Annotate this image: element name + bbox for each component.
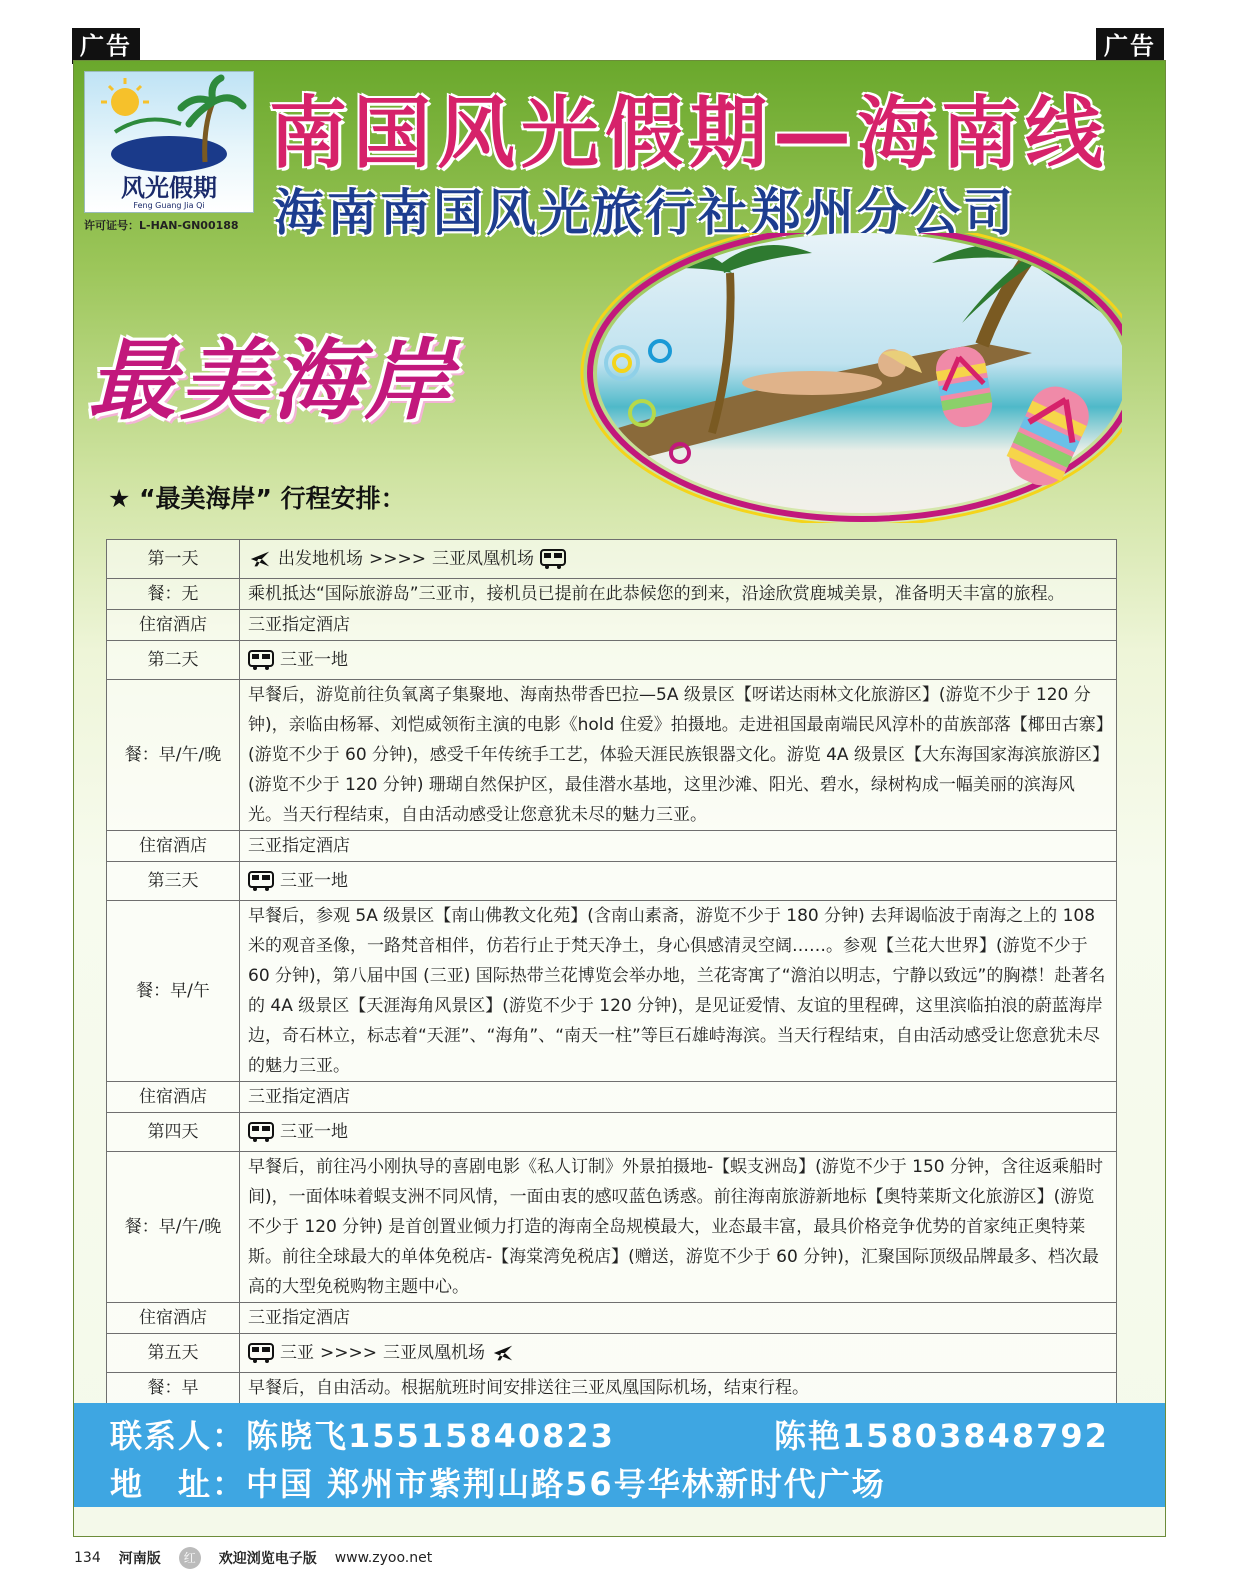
route-arrow: >>>> <box>369 549 426 569</box>
red-badge-icon: 红 <box>179 1547 201 1569</box>
address-line <box>110 1459 886 1505</box>
website-link[interactable]: www.zyoo.net <box>334 1550 433 1566</box>
advertisement-panel <box>73 60 1166 1537</box>
day-row <box>107 1334 1117 1373</box>
route-origin: 出发地机场 <box>278 549 363 569</box>
schedule-heading: ★ “最美海岸” 行程安排： <box>108 484 406 513</box>
contact-bar <box>74 1403 1165 1507</box>
edition-label: 河南版 <box>118 1551 161 1567</box>
bus-icon <box>248 649 274 671</box>
meal-row <box>107 901 1117 1082</box>
day-label: 第三天 <box>107 862 240 901</box>
hotel-row <box>107 831 1117 862</box>
contact-line <box>110 1411 615 1457</box>
route-origin: 三亚 <box>280 1343 314 1363</box>
bus-icon <box>248 1121 274 1143</box>
svg-text:风光假期: 风光假期 <box>121 173 217 202</box>
day-route <box>240 1113 1117 1152</box>
slogan: 最美海岸 <box>88 329 457 432</box>
day-label: 第四天 <box>107 1113 240 1152</box>
day-row <box>107 1113 1117 1152</box>
day-label: 第一天 <box>107 540 240 579</box>
page-number: 134 <box>74 1550 101 1566</box>
day-description: 乘机抵达“国际旅游岛”三亚市，接机员已提前在此恭候您的到来，沿途欣赏鹿城美景，准备明天丰富的旅程。 <box>240 579 1117 610</box>
day-label: 第五天 <box>107 1334 240 1373</box>
airplane-icon <box>491 1342 515 1364</box>
meal-label: 餐：早/午/晚 <box>107 1152 240 1303</box>
day-description: 早餐后，游览前往负氧离子集聚地、海南热带香巴拉—5A 级景区【呀诺达雨林文化旅游区】(游览不少于 120 分钟)，亲临由杨幂、刘恺威领衔主演的电影《hold 住爱》拍摄地。走进祖国最南端民风淳朴的苗族部落【椰田古寨】(游览不少于 60 分钟)，感受千年传统手工艺，体验天涯民族银器文化。游览 4A 级景区【大东海国家海滨旅游区】(游览不少于 120 分钟) 珊瑚自然保护区，最佳潜水基地，这里沙滩、阳光、碧水，绿树构成一幅美丽的滨海风光。当天行程结束，自由活动感受让您意犹未尽的魅力三亚。 <box>240 680 1117 831</box>
hotel-row <box>107 1082 1117 1113</box>
day-route <box>240 862 1117 901</box>
hotel-row <box>107 1303 1117 1334</box>
meal-label: 餐：无 <box>107 579 240 610</box>
meal-row <box>107 579 1117 610</box>
flip-flops-image <box>929 336 1109 496</box>
hotel-row <box>107 610 1117 641</box>
meal-row <box>107 1373 1117 1404</box>
route-destination: 三亚凤凰机场 <box>382 1343 485 1363</box>
route-destination: 三亚凤凰机场 <box>431 549 534 569</box>
page-footer <box>74 1547 432 1569</box>
contact-person-1: 陈晓飞15515840823 <box>246 1417 615 1455</box>
address-label: 地 址： <box>110 1465 247 1503</box>
day-label: 第二天 <box>107 641 240 680</box>
route-destination: 三亚一地 <box>280 1122 348 1142</box>
welcome-text: 欢迎浏览电子版 <box>218 1551 317 1567</box>
address-text: 中国 郑州市紫荆山路56号华林新时代广场 <box>246 1465 886 1503</box>
agency-name: 海南南国风光旅行社郑州分公司 <box>274 184 1016 242</box>
meal-label: 餐：早/午/晚 <box>107 680 240 831</box>
hotel-name: 三亚指定酒店 <box>240 610 1117 641</box>
day-row <box>107 862 1117 901</box>
itinerary-table <box>106 539 1117 1404</box>
bus-icon <box>248 1342 274 1364</box>
ad-tag-right: 广告 <box>1096 28 1164 64</box>
meal-row <box>107 1152 1117 1303</box>
hotel-label: 住宿酒店 <box>107 1303 240 1334</box>
license-number: 许可证号：L-HAN-GN00188 <box>84 219 239 232</box>
hotel-name: 三亚指定酒店 <box>240 831 1117 862</box>
meal-row <box>107 680 1117 831</box>
day-route <box>240 1334 1117 1373</box>
contact-person-2: 陈艳15803848792 <box>774 1417 1109 1455</box>
svg-text:Feng Guang Jia Qi: Feng Guang Jia Qi <box>133 201 205 210</box>
day-description: 早餐后，自由活动。根据航班时间安排送往三亚凤凰国际机场，结束行程。 <box>240 1373 1117 1404</box>
ad-tag-left: 广告 <box>72 28 140 64</box>
company-logo <box>84 71 254 213</box>
route-arrow: >>>> <box>320 1343 377 1363</box>
day-row <box>107 540 1117 579</box>
day-row <box>107 641 1117 680</box>
route-destination: 三亚一地 <box>280 871 348 891</box>
contact-label: 联系人： <box>110 1417 247 1455</box>
hotel-label: 住宿酒店 <box>107 831 240 862</box>
main-title: 南国风光假期—海南线 <box>269 89 1110 179</box>
airplane-icon <box>248 548 272 570</box>
hotel-label: 住宿酒店 <box>107 1082 240 1113</box>
meal-label: 餐：早/午 <box>107 901 240 1082</box>
hotel-label: 住宿酒店 <box>107 610 240 641</box>
hotel-name: 三亚指定酒店 <box>240 1082 1117 1113</box>
day-route <box>240 641 1117 680</box>
bus-icon <box>540 548 566 570</box>
day-route <box>240 540 1117 579</box>
hotel-name: 三亚指定酒店 <box>240 1303 1117 1334</box>
meal-label: 餐：早 <box>107 1373 240 1404</box>
day-description: 早餐后，前往冯小刚执导的喜剧电影《私人订制》外景拍摄地-【蜈支洲岛】(游览不少于 150 分钟，含往返乘船时间)，一面体味着蜈支洲不同风情，一面由衷的感叹蓝色诱惑。前往海南旅游新地标【奥特莱斯文化旅游区】(游览不少于 120 分钟) 是首创置业倾力打造的海南全岛规模最大，业态最丰富，最具价格竞争优势的首家纯正奥特莱斯。前往全球最大的单体免税店-【海棠湾免税店】(赠送，游览不少于 60 分钟)，汇聚国际顶级品牌最多、档次最高的大型免税购物主题中心。 <box>240 1152 1117 1303</box>
bus-icon <box>248 870 274 892</box>
route-destination: 三亚一地 <box>280 650 348 670</box>
day-description: 早餐后，参观 5A 级景区【南山佛教文化苑】(含南山素斋，游览不少于 180 分钟) 去拜谒临波于南海之上的 108 米的观音圣像，一路梵音相伴，仿若行止于梵天净土，身心俱感清灵空阔……。参观【兰花大世界】(游览不少于 60 分钟)，第八届中国 (三亚) 国际热带兰花博览会举办地，兰花寄寓了“澹泊以明志，宁静以致远”的胸襟！赴著名的 4A 级景区【天涯海角风景区】(游览不少于 120 分钟)，是见证爱情、友谊的里程碑，这里滨临拍浪的蔚蓝海岸边，奇石林立，标志着“天涯”、“海角”、“南天一柱”等巨石雄峙海滨。当天行程结束，自由活动感受让您意犹未尽的魅力三亚。 <box>240 901 1117 1082</box>
